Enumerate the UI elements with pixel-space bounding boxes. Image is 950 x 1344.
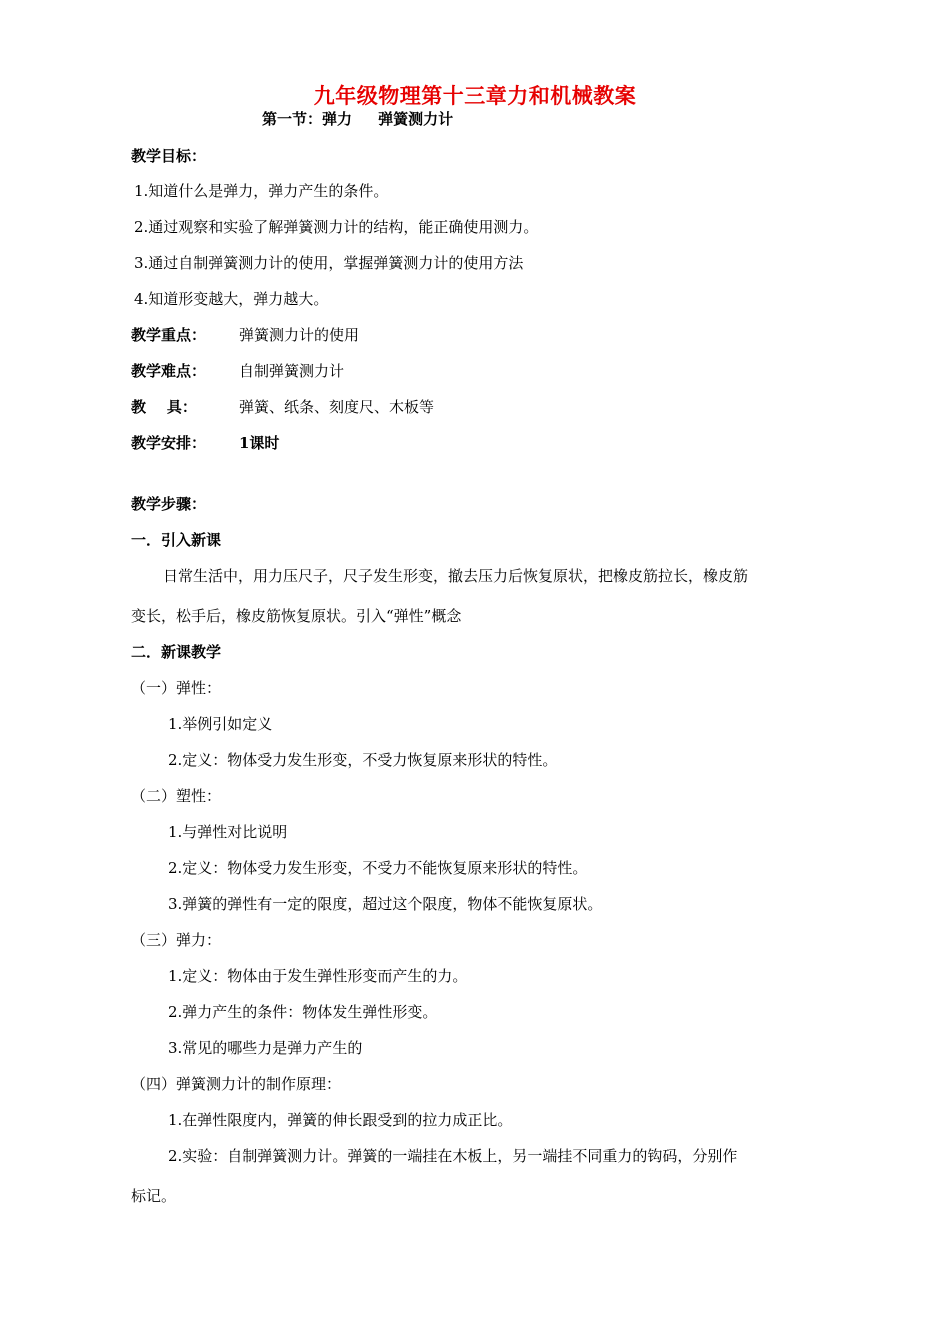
info-label: 教 具： [131, 398, 197, 416]
list-item: 2.定义：物体受力发生形变，不受力不能恢复原来形状的特性。 [168, 859, 588, 877]
subsection-heading: （三）弹力： [131, 931, 222, 949]
section-subtitle: 第一节：弹力 弹簧测力计 [262, 110, 454, 128]
steps-heading: 教学步骤： [131, 495, 207, 513]
subsection-heading: （二）塑性： [131, 787, 222, 805]
info-row-materials [131, 397, 434, 417]
list-item: 3.常见的哪些力是弹力产生的 [168, 1039, 363, 1057]
info-label: 教学安排： [131, 434, 207, 452]
subsection-heading: （一）弹性： [131, 679, 222, 697]
paragraph-line: 日常生活中，用力压尺子，尺子发生形变，撤去压力后恢复原状，把橡皮筋拉长，橡皮筋 [163, 567, 749, 585]
document-title: 九年级物理第十三章力和机械教案 [313, 83, 637, 108]
paragraph-line: 变长，松手后，橡皮筋恢复原状。引入“弹性”概念 [131, 607, 462, 625]
info-row-schedule [131, 433, 279, 453]
list-item: 1.在弹性限度内，弹簧的伸长跟受到的拉力成正比。 [168, 1111, 513, 1129]
list-item: 1.与弹性对比说明 [168, 823, 288, 841]
objective-item: 2.通过观察和实验了解弹簧测力计的结构，能正确使用测力。 [134, 218, 539, 236]
info-label: 教学难点： [131, 362, 207, 380]
list-item-continuation: 标记。 [131, 1187, 177, 1205]
list-item: 2.弹力产生的条件：物体发生弹性形变。 [168, 1003, 438, 1021]
section-heading: 二．新课教学 [131, 643, 222, 661]
list-item: 3.弹簧的弹性有一定的限度，超过这个限度，物体不能恢复原状。 [168, 895, 603, 913]
list-item: 2.定义：物体受力发生形变，不受力恢复原来形状的特性。 [168, 751, 558, 769]
info-label: 教学重点： [131, 326, 207, 344]
list-item: 2.实验：自制弹簧测力计。弹簧的一端挂在木板上，另一端挂不同重力的钩码，分别作 [168, 1147, 738, 1165]
list-item: 1.举例引如定义 [168, 715, 273, 733]
info-value: 1课时 [239, 434, 280, 452]
info-row-difficulty [131, 361, 344, 381]
info-value: 弹簧、纸条、刻度尺、木板等 [239, 398, 435, 416]
objective-item: 3.通过自制弹簧测力计的使用，掌握弹簧测力计的使用方法 [134, 254, 524, 272]
info-value: 自制弹簧测力计 [239, 362, 345, 380]
info-row-key-point [131, 325, 359, 345]
objective-item: 1.知道什么是弹力，弹力产生的条件。 [134, 182, 389, 200]
section-heading: 一．引入新课 [131, 531, 222, 549]
objectives-heading: 教学目标： [131, 147, 207, 165]
list-item: 1.定义：物体由于发生弹性形变而产生的力。 [168, 967, 468, 985]
info-value: 弹簧测力计的使用 [239, 326, 360, 344]
objective-item: 4.知道形变越大，弹力越大。 [134, 290, 329, 308]
subsection-heading: （四）弹簧测力计的制作原理： [131, 1075, 342, 1093]
